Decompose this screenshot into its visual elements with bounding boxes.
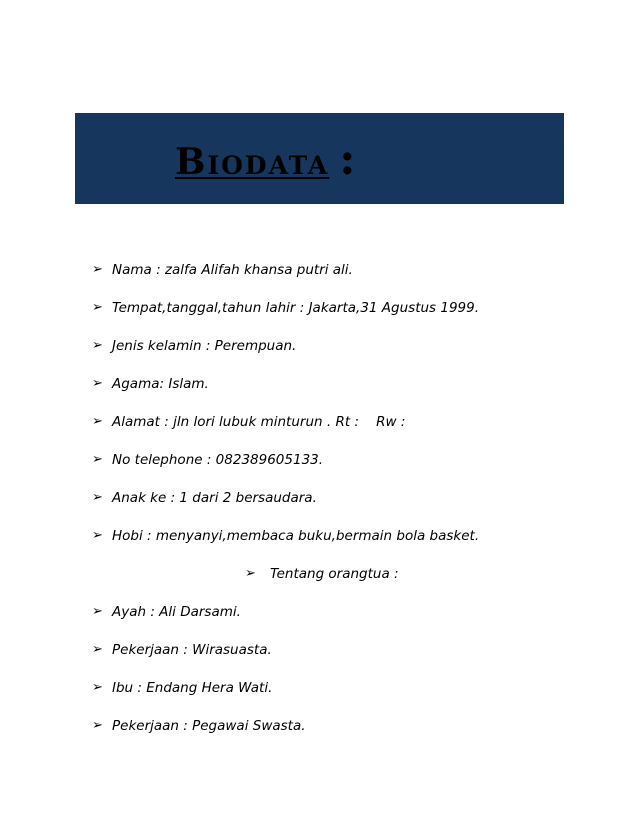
arrow-bullet-icon: ➢ [92,604,103,619]
list-item [0,372,638,410]
list-item [0,486,638,524]
title-text: Biodata [175,141,330,183]
arrow-bullet-icon: ➢ [92,414,103,429]
list-item [0,600,638,638]
list-item [0,638,638,676]
arrow-bullet-icon: ➢ [92,262,103,277]
list-item [0,524,638,562]
list-item [0,334,638,372]
section-heading-text: Tentang orangtua : [270,566,399,582]
arrow-bullet-icon: ➢ [92,452,103,467]
list-item-text: Pekerjaan : Pegawai Swasta. [112,718,306,734]
arrow-bullet-icon: ➢ [92,490,103,505]
arrow-bullet-icon: ➢ [92,680,103,695]
arrow-bullet-icon: ➢ [92,300,103,315]
list-item [0,410,638,448]
list-item [0,296,638,334]
list-item-text: Agama: Islam. [112,376,209,392]
arrow-bullet-icon: ➢ [92,528,103,543]
section-heading-item [0,562,638,600]
arrow-bullet-icon: ➢ [92,718,103,733]
list-item-text: Alamat : jln lori lubuk minturun . Rt : Rw : [112,414,406,430]
list-item-text: No telephone : 082389605133. [112,452,324,468]
arrow-bullet-icon: ➢ [92,338,103,353]
list-item-text: Hobi : menyanyi,membaca buku,bermain bola basket. [112,528,480,544]
arrow-bullet-icon: ➢ [92,376,103,391]
page-title [175,134,358,185]
list-item [0,714,638,752]
list-item-text: Tempat,tanggal,tahun lahir : Jakarta,31 Agustus 1999. [112,300,480,316]
list-item-text: Ayah : Ali Darsami. [112,604,241,620]
list-item-text: Pekerjaan : Wirasuasta. [112,642,272,658]
list-item [0,448,638,486]
list-item-text: Jenis kelamin : Perempuan. [112,338,297,354]
list-item [0,258,638,296]
list-item [0,676,638,714]
list-item-text: Anak ke : 1 dari 2 bersaudara. [112,490,317,506]
biodata-list [0,258,638,752]
arrow-bullet-icon: ➢ [245,566,256,581]
title-colon: : [339,134,358,185]
list-item-text: Nama : zalfa Alifah khansa putri ali. [112,262,353,278]
arrow-bullet-icon: ➢ [92,642,103,657]
list-item-text: Ibu : Endang Hera Wati. [112,680,273,696]
